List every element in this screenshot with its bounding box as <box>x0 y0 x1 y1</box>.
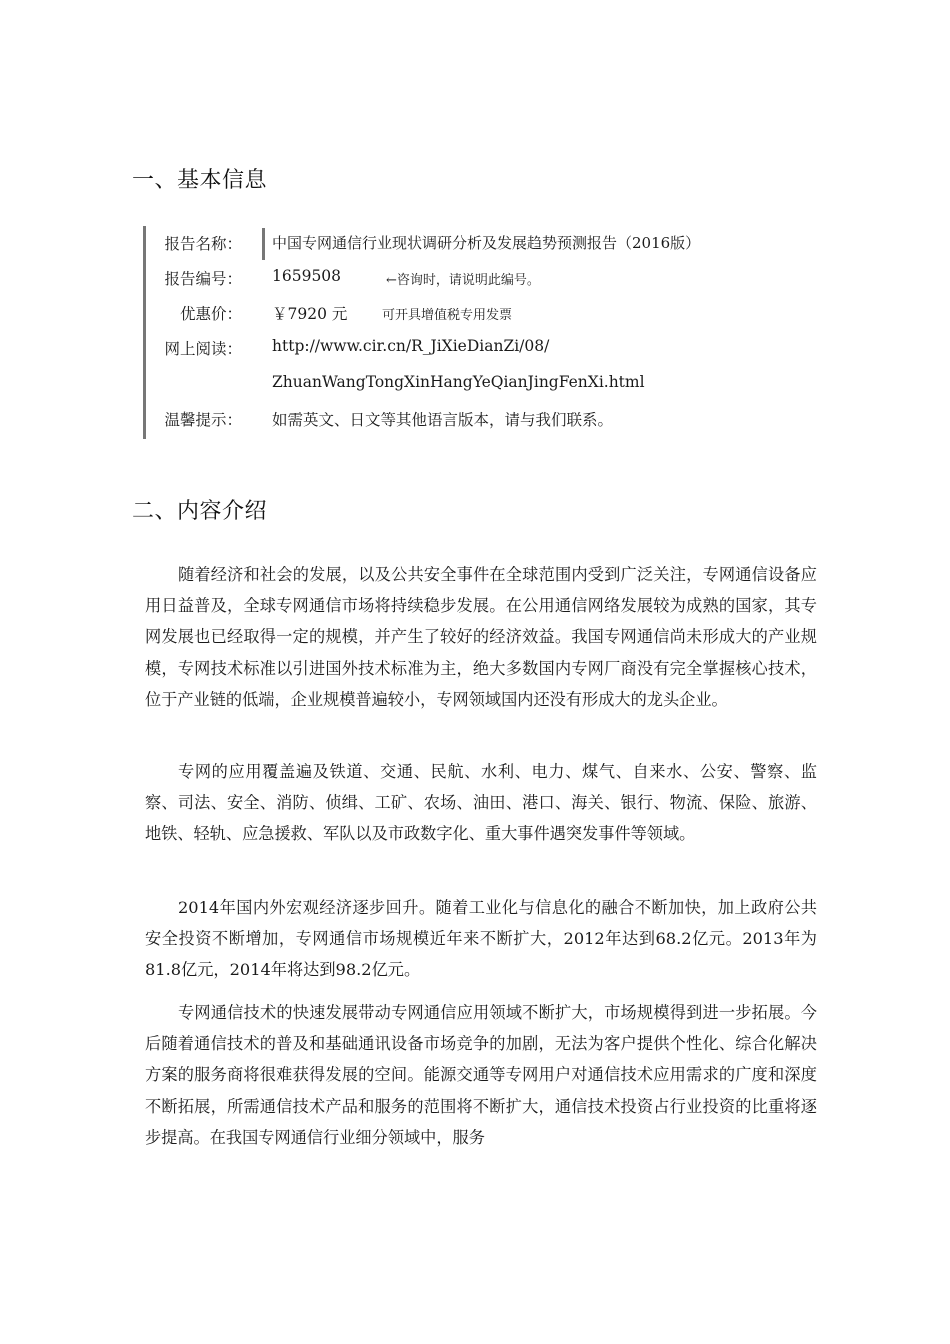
price-label: 优惠价： <box>179 305 242 323</box>
tip-value: 如需英文、日文等其他语言版本，请与我们联系。 <box>272 411 614 429</box>
price-note: 可开具增值税专用发票 <box>382 308 513 323</box>
price-value: ￥7920 元 <box>272 305 348 323</box>
report-id-value: 1659508 <box>272 267 342 285</box>
intro-paragraph-2: 专网的应用覆盖遍及铁道、交通、民航、水利、电力、煤气、自来水、公安、警察、监察、司法、安全、消防、侦缉、工矿、农场、油田、港口、海关、银行、物流、保险、旅游、地铁、轻轨、应急援救、军队以及市政数字化、重大事件遇突发事件等领域。 <box>145 762 817 844</box>
url-line-2[interactable]: ZhuanWangTongXinHangYeQianJingFenXi.html <box>272 373 645 391</box>
intro-paragraph-4: 专网通信技术的快速发展带动专网通信应用领域不断扩大，市场规模得到进一步拓展。今后随着通信技术的普及和基础通讯设备市场竞争的加剧，无法为客户提供个性化、综合化解决方案的服务商将很难获得发展的空间。能源交通等专网用户对通信技术应用需求的广度和深度不断拓展，所需通信技术产品和服务的范围将不断扩大，通信技术投资占行业投资的比重将逐步提高。在我国专网通信行业细分领域中，服务 <box>145 1003 817 1147</box>
intro-paragraph-1: 随着经济和社会的发展，以及公共安全事件在全球范围内受到广泛关注，专网通信设备应用日益普及，全球专网通信市场将持续稳步发展。在公用通信网络发展较为成熟的国家，其专网发展也已经取得一定的规模，并产生了较好的经济效益。我国专网通信尚未形成大的产业规模，专网技术标准以引进国外技术标准为主，绝大多数国内专网厂商没有完全掌握核心技术，位于产业链的低端，企业规模普遍较小，专网领域国内还没有形成大的龙头企业。 <box>145 565 817 709</box>
report-id-note: ←咨询时，请说明此编号。 <box>386 273 540 288</box>
title-marker-bar <box>262 228 265 260</box>
report-name-label: 报告名称： <box>164 235 242 253</box>
tip-label: 温馨提示： <box>164 411 242 429</box>
report-name-value: 中国专网通信行业现状调研分析及发展趋势预测报告（2016版） <box>272 234 701 252</box>
url-label: 网上阅读： <box>164 340 242 358</box>
report-id-label: 报告编号： <box>164 270 242 288</box>
section-heading-basic-info: 一、基本信息 <box>132 168 268 193</box>
basic-info-block <box>143 226 846 439</box>
intro-paragraph-3: 2014年国内外宏观经济逐步回升。随着工业化与信息化的融合不断加快，加上政府公共安全投资不断增加，专网通信市场规模近年来不断扩大，2012年达到68.2亿元。2013年为81.8亿元，2014年将达到98.2亿元。 <box>145 898 817 980</box>
section-heading-content-intro: 二、内容介绍 <box>132 499 268 524</box>
url-line-1[interactable]: http://www.cir.cn/R_JiXieDianZi/08/ <box>272 337 550 355</box>
